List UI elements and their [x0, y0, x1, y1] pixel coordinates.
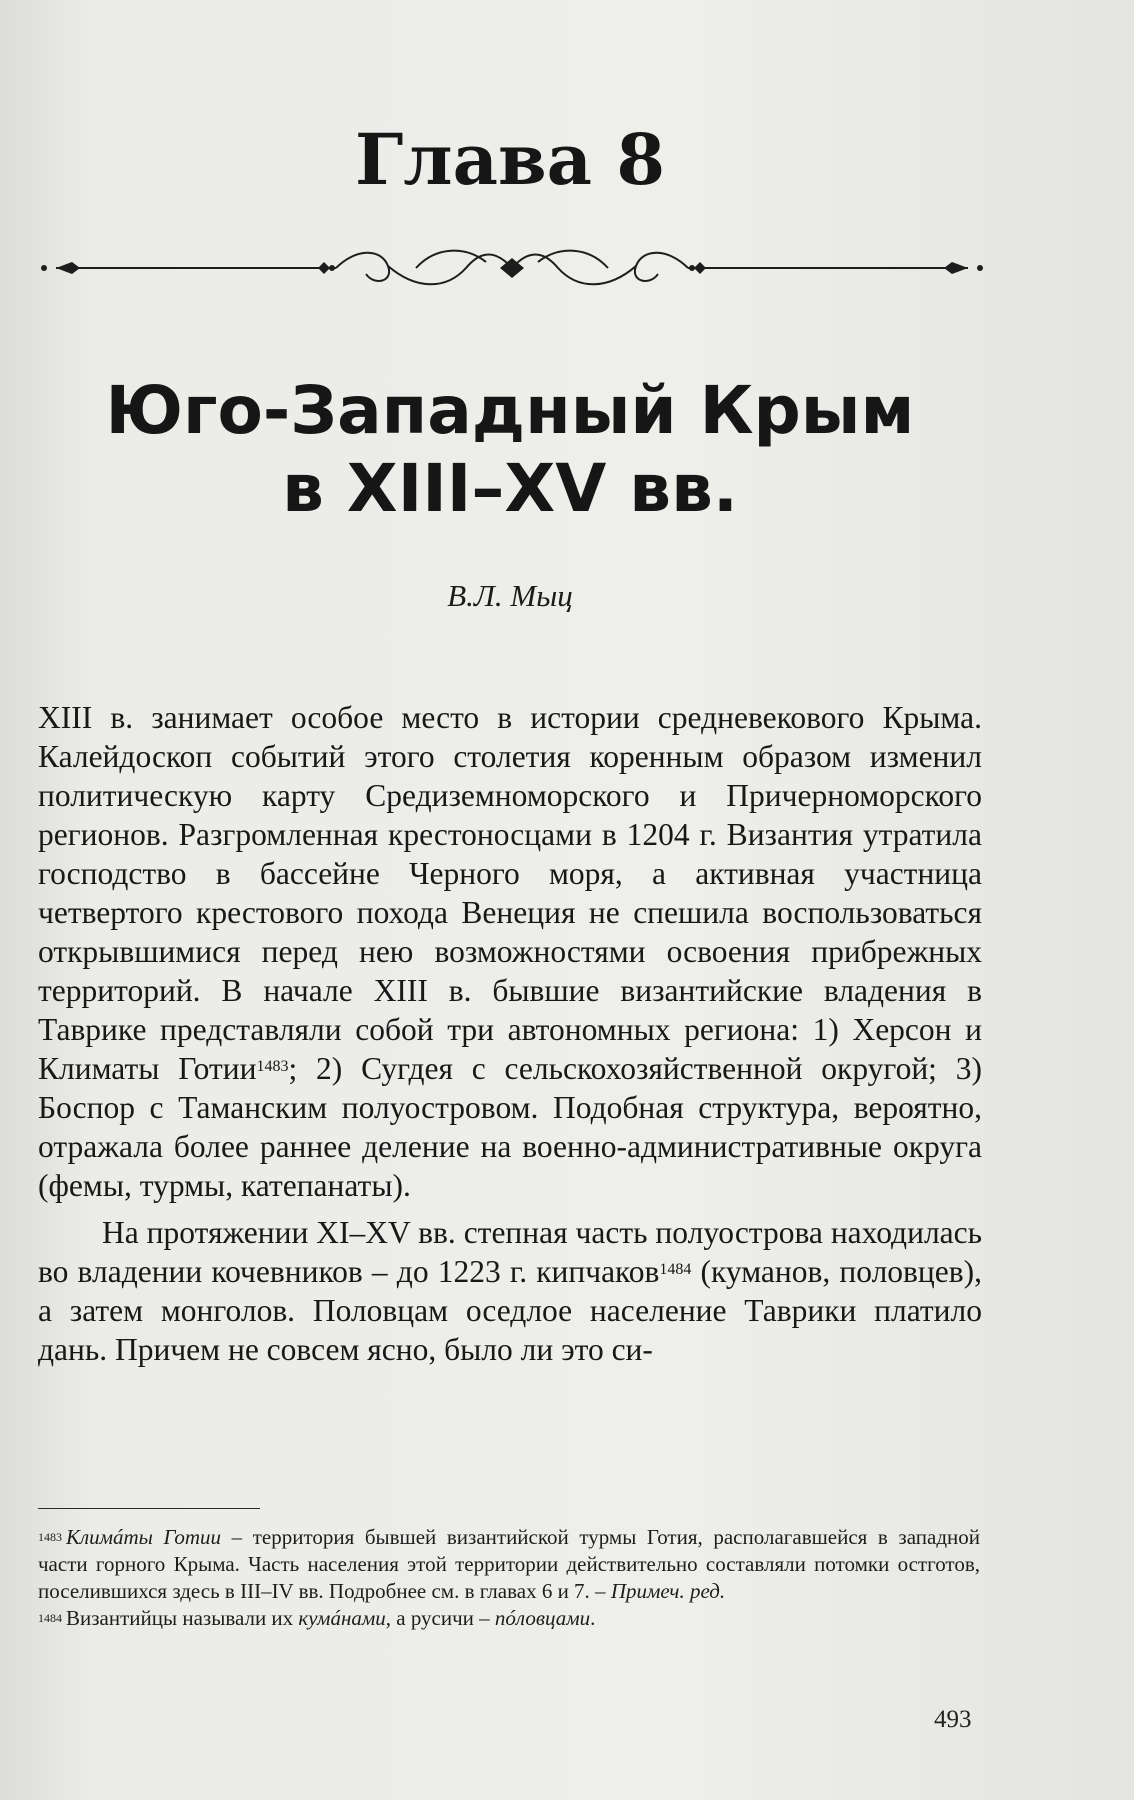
chapter-title-line-2: в XIII–XV вв. [282, 450, 738, 527]
chapter-title-line-1: Юго-Западный Крым [105, 372, 915, 449]
footnote-1483: $^{1483}$ Климáты Готии – территория бывшей византийской турмы Готия, располагавшейся в западной части горного Крыма. Часть населения этой территории действительно составляли потомки остготов, поселившихся здесь в III–IV вв. Подробнее см. в главах 6 и 7. – Примеч. ред. [38, 1525, 980, 1603]
author-name: В.Л. Мыц [447, 578, 573, 613]
footnote-divider [38, 1508, 260, 1509]
chapter-number: Глава 8 [354, 118, 666, 201]
footnotes [38, 1524, 980, 1632]
footnote-ref-1483: 1483 [256, 1058, 289, 1075]
page-number: 493 [934, 1706, 972, 1733]
footnote-1484: $^{1484}$ Византийцы называли их кумáнами, а русичи – пóловцами. [38, 1606, 596, 1630]
paragraph-1: XIII в. занимает особое место в истории средневекового Крыма. Калейдоскоп событий этого столетия коренным образом изменил политическую карту Средиземноморского и Причерноморского регионов. Разгромленная крестоносцами в 1204 г. Византия утратила господство в бассейне Черного моря, а активная участница четвертого крестового похода Венеция не спешила воспользоваться открывшимися перед нею возможностями освоения прибрежных территорий. В начале XIII в. бывшие византийские владения в Таврике представляли собой три автономных региона: 1) Херсон и Климаты Готии$^{1483}$; 2) Сугдея с сельскохозяйственной округой; 3) Боспор с Таманским полуостровом. Подобная структура, вероятно, отражала более раннее деление на военно-административные округа (фемы, турмы, катепанаты). [38, 700, 982, 1203]
footnote-ref-1484: 1484 [659, 1261, 692, 1278]
ornament-divider-icon [36, 238, 988, 298]
body-text [38, 698, 982, 1369]
paragraph-2: На протяжении XI–XV вв. степная часть полуострова находилась во владении кочевников – до 1223 г. кипчаков$^{1484}$ (куманов, половцев), а затем монголов. Половцам оседлое население Таврики платило дань. Причем не совсем ясно, было ли это си- [38, 1215, 982, 1367]
